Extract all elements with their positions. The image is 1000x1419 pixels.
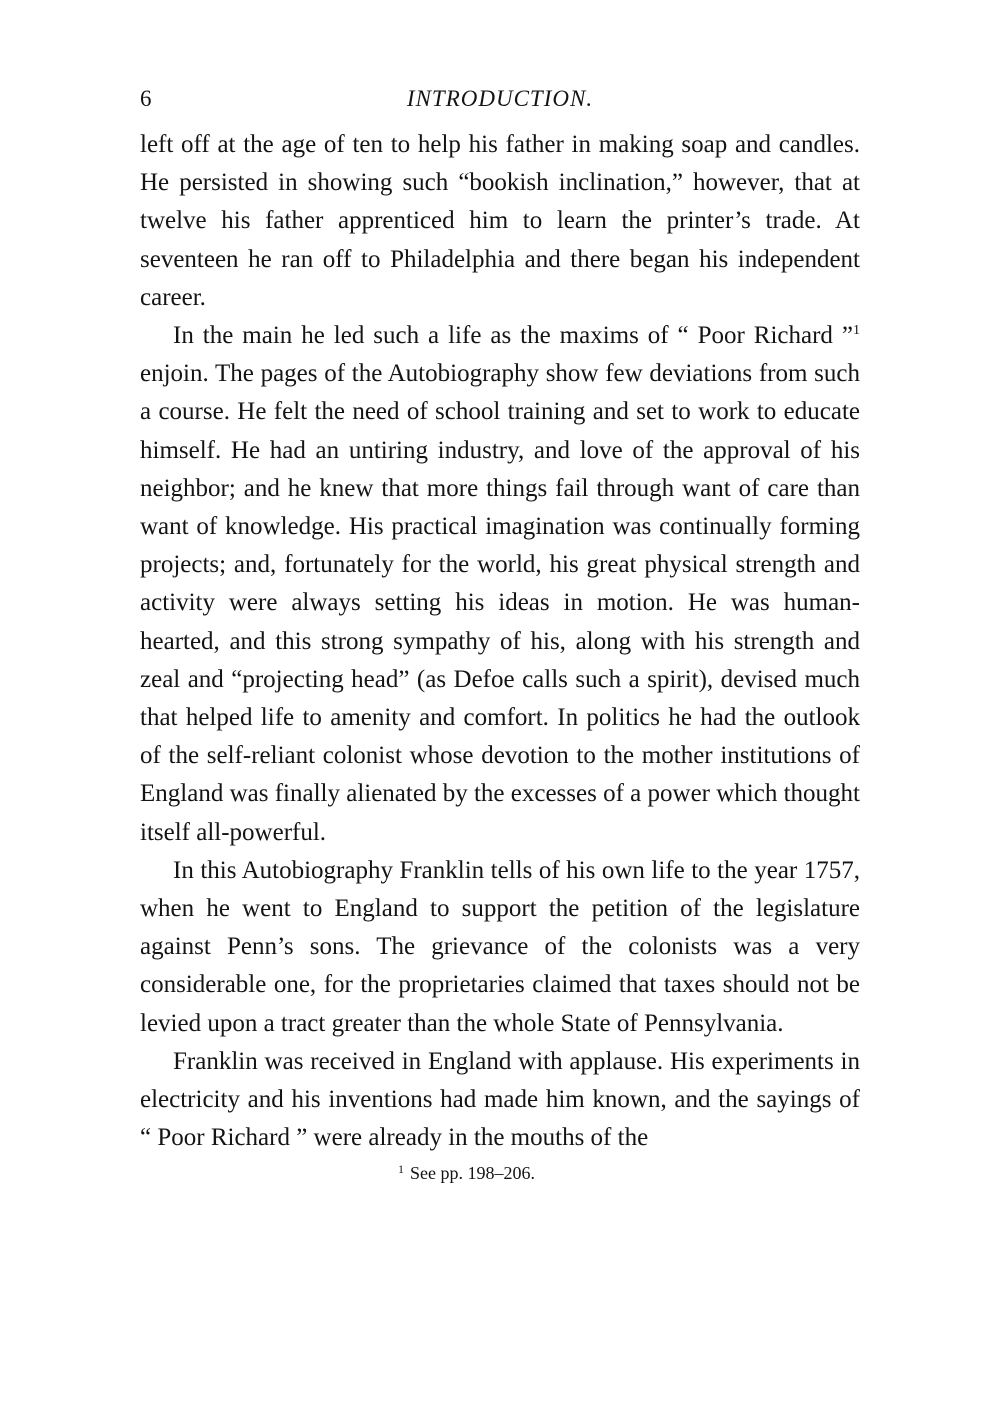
footnote (140, 1159, 860, 1187)
paragraph-continuation: left off at the age of ten to help his father in making soap and candles. He persisted in showing such “bookish inclination,” however, that at twelve his father apprenticed him to learn the printer’s trade. At seventeen he ran off to Philadelphia and there began his independent career. (140, 131, 860, 311)
body-text (140, 126, 860, 1157)
footnote-marker: 1 (398, 1162, 404, 1177)
paragraph-autobiography: In this Autobiography Franklin tells of his own life to the year 1757, when he went to England to support the petition of the legislature against Penn’s sons. The grievance of the colonists was a very considerable one, for the proprietaries claimed that taxes should not be levied upon a tract greater than the whole State of Pennsylvania. (140, 856, 860, 1037)
paragraph-england: Franklin was received in England with applause. His experiments in electricity and his inventions had made him known, and the sayings of “ Poor Richard ” were already in the mouths of the (140, 1047, 860, 1152)
page-number: 6 (140, 86, 152, 111)
paragraph-text-before-note: In the main he led such a life as the maxims of “ Poor Richard ” (173, 322, 853, 350)
book-page (140, 86, 860, 1187)
running-head: INTRODUCTION. (406, 86, 594, 111)
footnote-text: See pp. 198–206. (410, 1163, 535, 1184)
page-header (140, 86, 860, 120)
paragraph-text-after-note: enjoin. The pages of the Autobiography show few deviations from such a course. He felt the need of school training and set to work to educate himself. He had an untiring industry, and love of the approval of his neighbor; and he knew that more things fail through want of care than want of knowledge. His practical imagination was continually forming projects; and, fortunately for the world, his great physical strength and activity were always setting his ideas in motion. He was human-hearted, and this strong sympathy of his, along with his strength and zeal and “projecting head” (as Defoe calls such a spirit), devised much that helped life to amenity and comfort. In politics he had the outlook of the self-reliant colonist whose devotion to the mother institutions of England was finally alienated by the excesses of a power which thought itself all-powerful. (140, 360, 860, 846)
paragraph-poor-richard (140, 317, 860, 852)
footnote-reference[interactable]: 1 (853, 323, 860, 339)
